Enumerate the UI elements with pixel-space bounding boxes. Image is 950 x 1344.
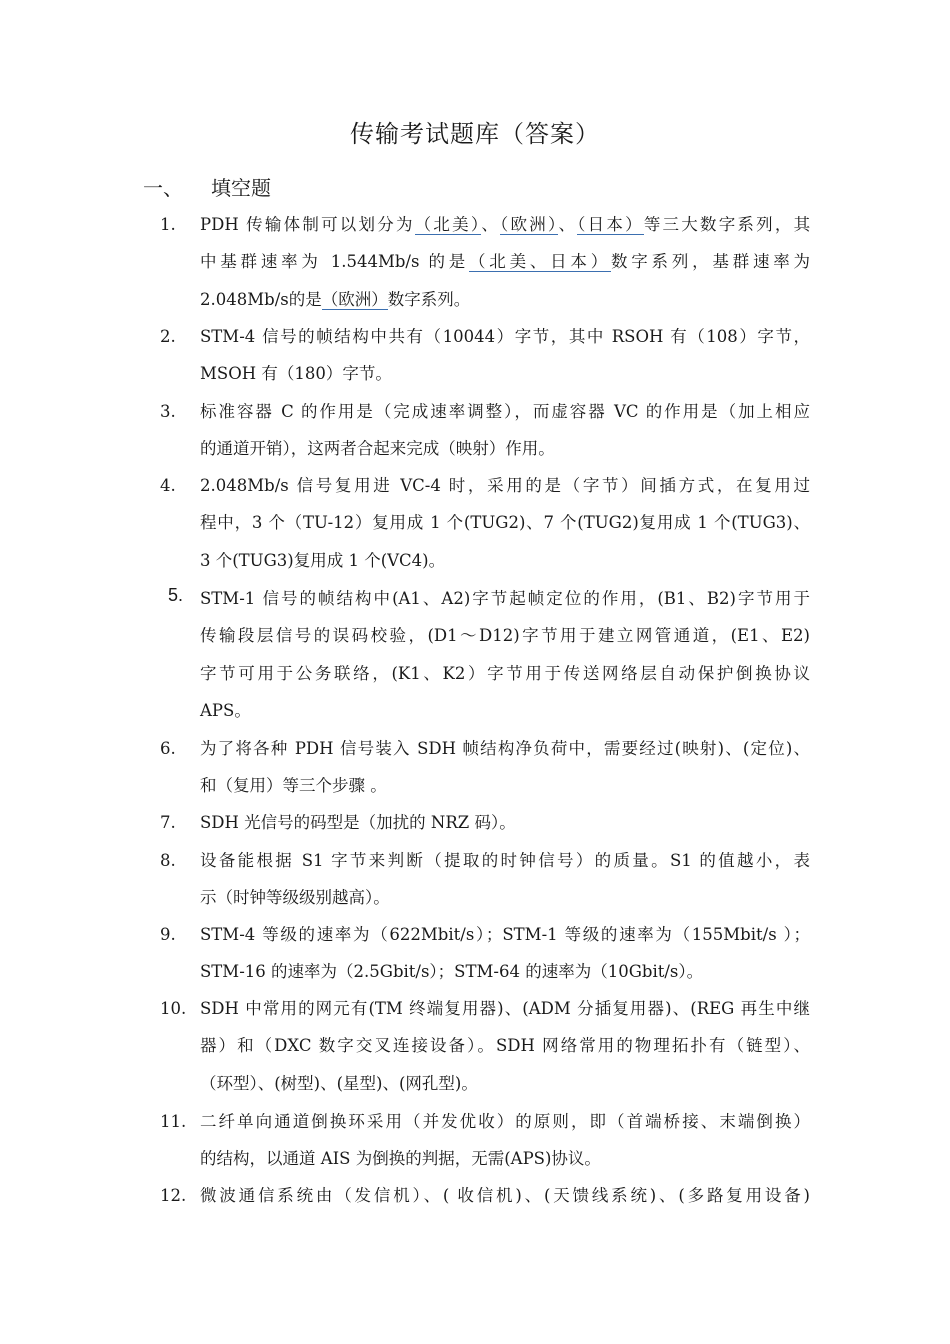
question-number: 12. (160, 1186, 187, 1205)
question-line: 3 个(TUG3)复用成 1 个(VC4)。 (200, 550, 446, 570)
underlined-answer: （欧洲） (500, 215, 559, 234)
question-line: 为了将各种 PDH 信号装入 SDH 帧结构净负荷中，需要经过(映射)、(定位)、 (200, 739, 810, 758)
question-line: 示（时钟等级级别越高）。 (200, 888, 390, 908)
question-6 (160, 730, 810, 805)
question-number: 5. (168, 585, 184, 605)
question-line: 传输段层信号的误码校验，(D1～D12)字节用于建立网管通道，(E1、E2) (200, 626, 810, 646)
question-7 (160, 804, 810, 841)
question-line: 和（复用）等三个步骤 。 (200, 776, 387, 796)
section-number: 一、 (143, 176, 183, 200)
question-9 (160, 916, 810, 991)
question-line: 微波通信系统由（发信机）、( 收信机)、(天馈线系统)、(多路复用设备) (200, 1186, 810, 1205)
question-line: 器）和（DXC 数字交叉连接设备）。SDH 网络常用的物理拓扑有（链型）、 (200, 1036, 810, 1056)
question-line: 2.048Mb/s 信号复用进 VC-4 时，采用的是（字节）间插方式，在复用过 (200, 476, 810, 495)
question-line: STM-4 信号的帧结构中共有（10044）字节，其中 RSOH 有（108）字节， (200, 327, 810, 346)
question-number: 9. (160, 925, 176, 944)
question-number: 1. (160, 215, 176, 234)
question-line: 字节可用于公务联络，(K1、K2）字节用于传送网络层自动保护倒换协议 (200, 663, 810, 683)
question-number: 11. (160, 1112, 187, 1131)
question-number: 7. (160, 813, 176, 832)
question-line: STM-16 的速率为（2.5Gbit/s）；STM-64 的速率为（10Gbit/s）。 (200, 962, 704, 982)
question-line: 设备能根据 S1 字节来判断（提取的时钟信号）的质量。S1 的值越小，表 (200, 851, 810, 870)
question-4 (160, 467, 810, 579)
question-line: 2.048Mb/s的是（欧洲）数字系列。 (200, 289, 471, 309)
question-number: 6. (160, 739, 176, 758)
question-11 (160, 1103, 810, 1178)
question-1 (160, 206, 810, 318)
question-line: 二纤单向通道倒换环采用（并发优收）的原则，即（首端桥接、末端倒换） (200, 1112, 810, 1131)
question-number: 4. (160, 476, 176, 495)
section-heading (143, 172, 271, 201)
question-line: MSOH 有（180）字节。 (200, 364, 392, 384)
question-2 (160, 318, 810, 393)
question-line: APS。 (200, 700, 251, 720)
question-line: SDH 光信号的码型是（加扰的 NRZ 码）。 (200, 813, 516, 832)
question-number: 3. (160, 402, 176, 421)
underlined-answer: （欧洲） (321, 289, 388, 309)
question-8 (160, 842, 810, 917)
question-line: 标准容器 C 的作用是（完成速率调整），而虚容器 VC 的作用是（加上相应 (200, 402, 810, 421)
underlined-answer: （北美、日本） (469, 252, 611, 272)
question-line: SDH 中常用的网元有(TM 终端复用器)、(ADM 分插复用器)、(REG 再生中继 (200, 999, 810, 1018)
question-line: 的结构，以通道 AIS 为倒换的判据，无需(APS)协议。 (200, 1149, 601, 1169)
question-line: STM-4 等级的速率为（622Mbit/s）；STM-1 等级的速率为（155Mbit/s ）； (200, 925, 810, 944)
question-number: 10. (160, 999, 187, 1018)
underlined-answer: （北美） (414, 215, 482, 234)
underlined-answer: （日本） (577, 215, 644, 234)
question-number: 8. (160, 851, 176, 870)
question-12 (160, 1177, 810, 1214)
page-title: 传输考试题库（答案） (350, 120, 600, 148)
question-line: 程中，3 个（TU-12）复用成 1 个(TUG2)、7 个(TUG2)复用成 1 个(TUG3)、 (200, 513, 810, 533)
section-label: 填空题 (211, 176, 271, 200)
question-line: 的通道开销），这两者合起来完成（映射）作用。 (200, 439, 555, 459)
question-3 (160, 393, 810, 468)
question-line: STM-1 信号的帧结构中(A1、A2)字节起帧定位的作用，(B1、B2)字节用于 (200, 589, 811, 608)
question-line: 中基群速率为 1.544Mb/s 的是（北美、日本）数字系列，基群速率为 (200, 252, 811, 272)
question-line: （环型）、(树型)、(星型)、(网孔型)。 (200, 1073, 478, 1093)
question-5 (160, 580, 810, 729)
question-number: 2. (160, 327, 176, 346)
question-line: PDH 传输体制可以划分为（北美）、（欧洲）、（日本）等三大数字系列，其 (200, 215, 811, 234)
question-10 (160, 990, 810, 1102)
